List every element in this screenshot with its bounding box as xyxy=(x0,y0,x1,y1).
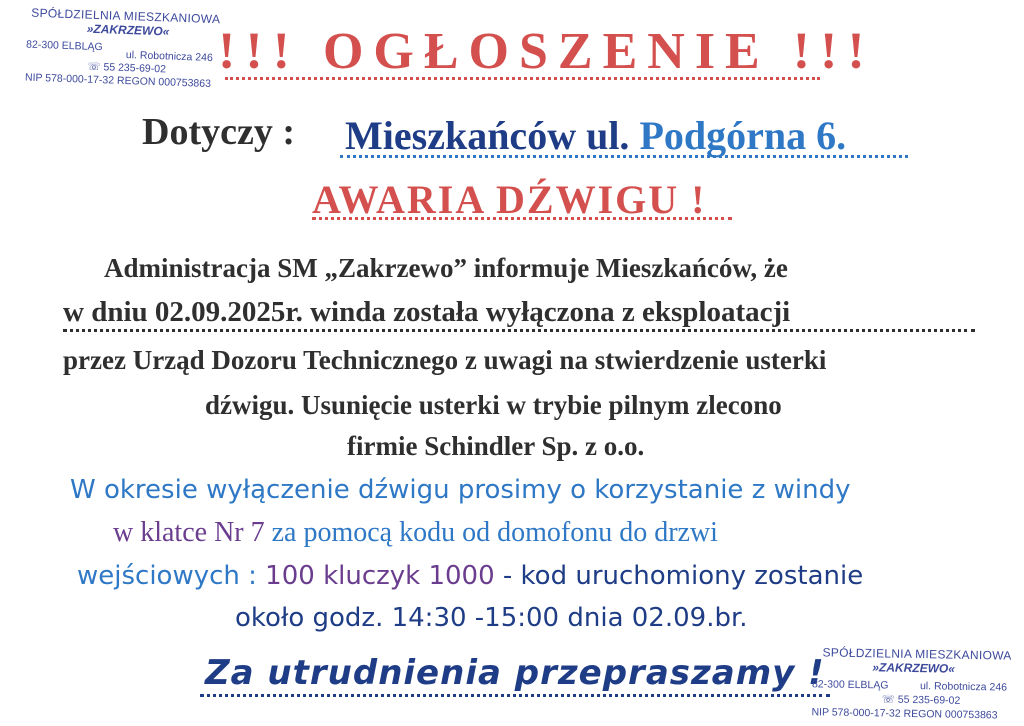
entrance-label: wejściowych : xyxy=(77,561,266,591)
instructions-line-2 xyxy=(113,517,718,549)
stamp-ids: NIP 578-000-17-32 REGON 000753863 xyxy=(811,706,998,722)
activation-time: około godz. 14:30 -15:00 dnia 02.09.br. xyxy=(235,603,748,633)
regarding-address: Podgórna 6. xyxy=(639,113,847,158)
stamp-line-1: SPÓŁDZIELNIA MIESZKANIOWA xyxy=(822,645,1012,663)
instructions-line-2-rest: za pomocą kodu od domofonu do drzwi xyxy=(264,517,718,548)
announcement-title: !!! OGŁOSZENIE !!! xyxy=(218,23,875,80)
stamp-phone: ☏ 55 235-69-02 xyxy=(87,60,167,76)
instructions-line-1: W okresie wyłączenie dźwigu prosimy o korzystanie z windy xyxy=(70,475,851,505)
body-line-5: firmie Schindler Sp. z o.o. xyxy=(347,431,645,461)
stamp-street: ul. Robotnicza 246 xyxy=(919,680,1008,694)
regarding-underline xyxy=(340,155,908,158)
stamp-line-2: »ZAKRZEWO« xyxy=(872,660,956,676)
access-code: 100 kluczyk 1000 xyxy=(265,561,495,591)
apology-text: Za utrudnienia przepraszamy ! xyxy=(205,653,825,693)
body-line-2: w dniu 02.09.2025r. winda została wyłączona z eksploatacji xyxy=(63,296,791,328)
stamp-line-1: SPÓŁDZIELNIA MIESZKANIOWA xyxy=(31,5,221,27)
stamp-line-2: »ZAKRZEWO« xyxy=(86,21,170,39)
staircase-number: w klatce Nr 7 xyxy=(113,517,265,548)
cooperative-stamp-bottom xyxy=(811,646,1017,726)
stamp-street: ul. Robotnicza 246 xyxy=(125,49,214,65)
cooperative-stamp-top xyxy=(25,7,228,96)
regarding-label: Dotyczy : xyxy=(142,111,295,153)
stamp-city: 82-300 ELBLĄG xyxy=(25,38,103,54)
title-underline xyxy=(225,77,820,80)
body-line-2-underline xyxy=(63,329,975,332)
stamp-ids: NIP 578-000-17-32 REGON 000753863 xyxy=(24,71,212,90)
stamp-phone: ☏ 55 235-69-02 xyxy=(881,693,961,707)
body-line-3: przez Urząd Dozoru Technicznego z uwagi na stwierdzenie usterki xyxy=(63,345,827,375)
elevator-failure-heading: AWARIA DŹWIGU ! xyxy=(312,177,707,222)
code-activation-note: - kod uruchomiony zostanie xyxy=(494,561,864,591)
apology-underline xyxy=(200,694,830,697)
instructions-line-3 xyxy=(77,561,863,591)
alert-underline xyxy=(312,217,732,220)
body-line-4: dźwigu. Usunięcie usterki w trybie pilnym zlecono xyxy=(205,390,782,420)
stamp-city: 82-300 ELBLĄG xyxy=(811,678,889,692)
body-line-1: Administracja SM „Zakrzewo” informuje Mieszkańców, że xyxy=(104,253,788,283)
regarding-value xyxy=(345,112,846,159)
regarding-residents: Mieszkańców ul. xyxy=(345,113,640,158)
